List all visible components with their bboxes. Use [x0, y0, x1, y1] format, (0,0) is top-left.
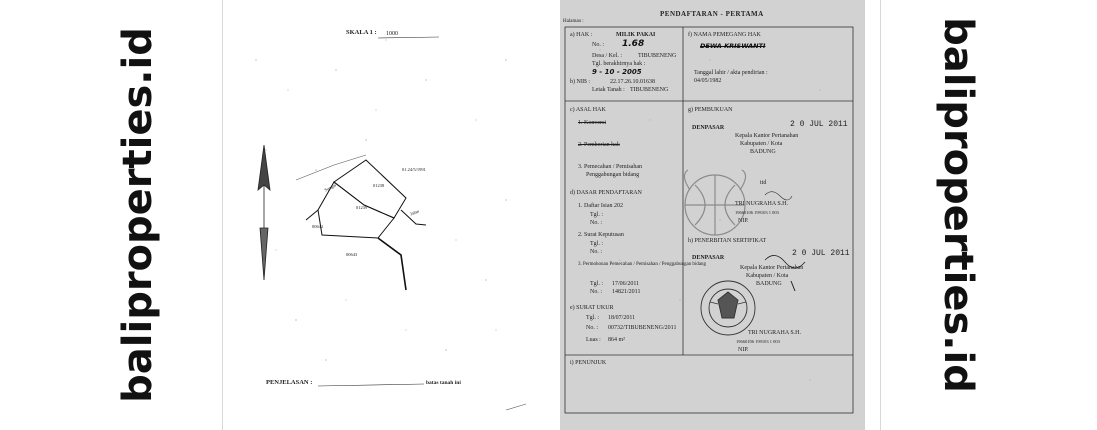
- nip-2: 19660106 199103 1 003: [736, 339, 780, 344]
- parcel-label-01239: 01239: [356, 205, 368, 210]
- footer-underline: [318, 384, 424, 386]
- tgl-berakhir-value: 9 - 10 - 2005: [592, 68, 642, 76]
- place-1: DENPASAR: [692, 125, 725, 131]
- footer-text: batas tanah ini: [426, 380, 461, 386]
- penggabungan: Penggabungan bidang: [586, 172, 640, 178]
- kepala-kantor-2: Kepala Kantor Pertanahan: [740, 265, 804, 271]
- kabupaten-2: Kabupaten / Kota: [746, 273, 789, 279]
- badung-1: BADUNG: [750, 149, 776, 155]
- no-value: 1.68: [622, 39, 645, 49]
- parcel-label-01238: 01238: [373, 183, 385, 188]
- nip-1: 19660106 199103 1 003: [735, 210, 779, 215]
- permohonan: 3. Permohonan Pemecahan / Pemisahan / Penggabungan bidang: [578, 262, 707, 267]
- parcel-label-ref: 01.24/5/1991: [402, 167, 426, 172]
- scale-label: SKALA 1 :: [346, 29, 377, 36]
- nip-label-2: NIP.: [738, 347, 749, 353]
- road-label-sungai: Sungai: [323, 182, 337, 193]
- frame-divider-left: [222, 0, 223, 430]
- daftar-isian: 1. Daftar Isian 202: [578, 203, 623, 209]
- scale-value: 1000: [386, 31, 398, 37]
- desa-label: Desa / Kel. :: [592, 53, 622, 59]
- certificate-title: PENDAFTARAN - PERTAMA: [660, 10, 764, 18]
- su-tgl-label: Tgl. :: [586, 315, 599, 321]
- holder-name: DEWA KRISWANTI: [700, 42, 766, 50]
- scale-underline: [378, 37, 439, 38]
- pemecahan: 3. Pemecahan / Pemisahan: [578, 164, 642, 170]
- konversi: 1. Konversi: [578, 120, 606, 126]
- garuda-seal-icon: [701, 281, 755, 335]
- date-1: 2 0 JUL 2011: [790, 120, 848, 129]
- su-tgl: 18/07/2011: [608, 315, 636, 321]
- scan-noise: [255, 40, 506, 361]
- pemberian-hak: 2. Pemberian hak: [578, 142, 620, 148]
- watermark-right: baliproperties.id: [935, 17, 981, 393]
- footer-label: PENJELASAN :: [266, 379, 313, 386]
- su-no: 00732/TIBUBENENG/2011: [608, 325, 677, 331]
- frame-divider-right: [880, 0, 881, 430]
- sec-c-label: c) ASAL HAK: [570, 107, 606, 113]
- certificate-page: [560, 0, 865, 430]
- map-sheet: [226, 0, 536, 430]
- kabupaten-1: Kabupaten / Kota: [740, 141, 783, 147]
- tgl-berakhir-label: Tgl. berakhirnya hak :: [592, 61, 646, 67]
- kepala-kantor-1: Kepala Kantor Pertanahan: [735, 133, 799, 139]
- sec-e-label: e) SURAT UKUR: [570, 305, 614, 311]
- official-name-2: TRI NUGRAHA S.H.: [748, 330, 802, 336]
- perm-no-label: No. :: [590, 289, 602, 295]
- luas-label: Luas :: [586, 337, 601, 343]
- margin-mark: [506, 404, 526, 410]
- nib-label: b) NIB :: [570, 79, 590, 85]
- daftar-tgl-label: Tgl. :: [590, 212, 603, 218]
- perm-no: 14821/2011: [612, 289, 641, 295]
- parcel-label-00642: 00642: [312, 224, 324, 229]
- nip-label-1: NIP.: [738, 218, 749, 224]
- sk-tgl-label: Tgl. :: [590, 241, 603, 247]
- letak-label: Letak Tanah :: [592, 87, 625, 93]
- sec-a-label: a) HAK :: [570, 32, 593, 38]
- map-drawing: [226, 0, 536, 430]
- road-label-jalan: Jalan: [409, 208, 420, 217]
- place-2: DENPASAR: [692, 255, 725, 261]
- perm-tgl: 17/06/2011: [612, 281, 640, 287]
- no-label: No. :: [592, 42, 604, 48]
- north-arrow-icon: [258, 145, 270, 280]
- su-no-label: No. :: [586, 325, 598, 331]
- desa-value: TIBUBENENG: [638, 53, 677, 59]
- nib-value: 22.17.26.10.01638: [610, 79, 655, 85]
- sec-f-label: f) NAMA PEMEGANG HAK: [688, 32, 761, 38]
- letak-value: TIBUBENENG: [630, 87, 669, 93]
- official-name-1: TRI NUGRAHA S.H.: [735, 201, 789, 207]
- luas-value: 864 m²: [608, 337, 625, 343]
- badung-2: BADUNG: [756, 281, 782, 287]
- sec-i-label: i) PENUNJUK: [570, 360, 607, 366]
- hak-type: MILIK PAKAI: [616, 32, 656, 38]
- tgl-lahir-value: 04/05/1982: [694, 78, 722, 84]
- ttd-1: ttd: [760, 180, 767, 186]
- sk-no-label: No. :: [590, 249, 602, 255]
- page-label: Halaman :: [563, 19, 584, 24]
- watermark-left: baliproperties.id: [115, 27, 161, 403]
- sec-g-label: g) PEMBUKUAN: [688, 107, 733, 113]
- sec-d-label: d) DASAR PENDAFTARAN: [570, 190, 642, 196]
- date-2: 2 0 JUL 2011: [792, 249, 850, 258]
- parcel-label-00643: 00643: [346, 252, 358, 257]
- perm-tgl-label: Tgl. :: [590, 281, 603, 287]
- surat-keputusan: 2. Surat Keputusan: [578, 232, 624, 238]
- daftar-no-label: No. :: [590, 220, 602, 226]
- tgl-lahir-label: Tanggal lahir / akta pendirian :: [694, 70, 768, 76]
- sec-h-label: h) PENERBITAN SERTIFIKAT: [688, 238, 767, 244]
- parcel-outlines: [296, 155, 426, 290]
